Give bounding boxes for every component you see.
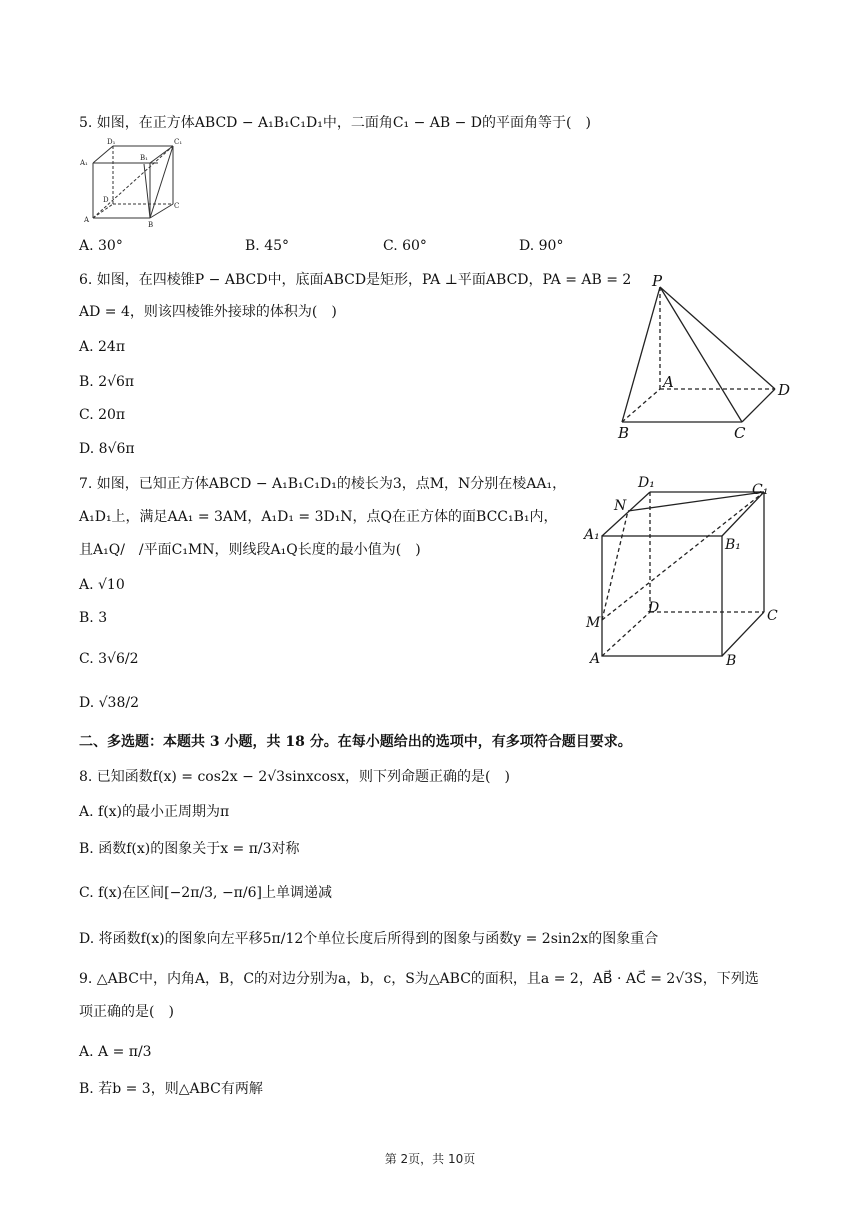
q6-option-a: A. 24π	[79, 339, 126, 355]
q7-line3: 且A₁Q/ /平面C₁MN，则线段A₁Q长度的最小值为( )	[79, 542, 421, 558]
section-heading-multi-choice: 二、多选题：本题共 3 小题，共 18 分。在每小题给出的选项中，有多项符合题目要求。	[79, 734, 632, 750]
q7-line2: A₁D₁上，满足AA₁ = 3AM，A₁D₁ = 3D₁N，点Q在正方体的面BCC₁B₁内，	[79, 509, 558, 525]
q5-option-c: C. 60°	[383, 238, 427, 254]
q5-label-d: D	[103, 196, 109, 204]
q7-line1: 7. 如图，已知正方体ABCD − A₁B₁C₁D₁的棱长为3，点M，N分别在棱AA₁，	[79, 476, 567, 492]
page-footer: 第 2页，共 10页	[384, 1152, 476, 1166]
q8-option-a: A. f(x)的最小正周期为π	[79, 804, 230, 820]
q6-option-c: C. 20π	[79, 407, 126, 423]
q5-option-a: A. 30°	[79, 238, 123, 254]
q5-label-b: B	[148, 221, 154, 229]
q7-option-a: A. √10	[79, 577, 125, 593]
q7-label-m: M	[586, 615, 601, 631]
q6-label-b: B	[618, 424, 630, 442]
q6-label-p: P	[652, 272, 663, 290]
q7-label-b1: B₁	[725, 537, 741, 553]
q6-label-c: C	[734, 424, 746, 442]
q6-label-d: D	[778, 381, 791, 399]
q9-option-b: B. 若b = 3，则△ABC有两解	[79, 1081, 263, 1097]
q7-label-c1: C₁	[752, 482, 769, 498]
q8-text: 8. 已知函数f(x) = cos2x − 2√3sinxcosx，则下列命题正确的是( )	[79, 769, 510, 785]
pyramid-figure-q6	[612, 272, 802, 445]
cube-figure-q5	[78, 138, 188, 228]
cube-figure-q7	[582, 472, 782, 672]
q5-label-a: A	[84, 216, 90, 224]
q7-label-b: B	[726, 653, 737, 669]
q7-label-c: C	[767, 608, 778, 624]
q9-option-a: A. A = π/3	[79, 1044, 152, 1060]
q5-option-d: D. 90°	[519, 238, 564, 254]
q9-line1: 9. △ABC中，内角A，B，C的对边分别为a，b，c，S为△ABC的面积，且a = 2，AB⃗ · AC⃗ = 2√3S，下列选	[79, 971, 759, 987]
q7-option-d: D. √38/2	[79, 695, 139, 711]
q6-option-b: B. 2√6π	[79, 374, 135, 390]
q5-option-b: B. 45°	[245, 238, 290, 254]
q7-label-n: N	[614, 498, 627, 514]
q7-label-a: A	[590, 651, 601, 667]
q6-label-a: A	[663, 373, 674, 391]
q6-line1: 6. 如图，在四棱锥P − ABCD中，底面ABCD是矩形，PA ⊥平面ABCD，PA = AB = 2	[79, 272, 632, 288]
q6-line2: AD = 4，则该四棱锥外接球的体积为( )	[79, 304, 337, 320]
q5-label-c1: C₁	[174, 138, 183, 146]
q7-label-d: D	[648, 600, 660, 616]
q6-option-d: D. 8√6π	[79, 441, 135, 457]
q5-label-d1: D₁	[107, 138, 116, 146]
q7-label-a1: A₁	[584, 527, 600, 543]
q5-label-c: C	[174, 202, 180, 210]
q8-option-c: C. f(x)在区间[−2π/3, −π/6]上单调递减	[79, 885, 332, 901]
q7-label-d1: D₁	[638, 475, 655, 491]
q9-line2: 项正确的是( )	[79, 1004, 174, 1020]
q5-text: 5. 如图，在正方体ABCD − A₁B₁C₁D₁中，二面角C₁ − AB − D的平面角等于( )	[79, 115, 591, 131]
q8-option-d: D. 将函数f(x)的图象向左平移5π/12个单位长度后所得到的图象与函数y = 2sin2x的图象重合	[79, 931, 659, 947]
q5-label-b1: B₁	[140, 154, 148, 162]
q8-option-b: B. 函数f(x)的图象关于x = π/3对称	[79, 841, 300, 857]
q7-option-b: B. 3	[79, 610, 108, 626]
q7-option-c: C. 3√6/2	[79, 651, 139, 667]
q5-label-a1: A₁	[80, 159, 88, 167]
